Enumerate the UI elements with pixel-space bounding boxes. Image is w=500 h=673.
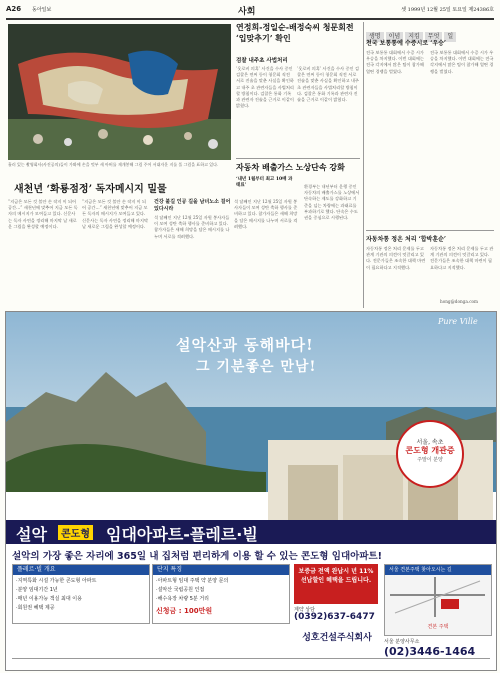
ad-slogan: 설악의 가장 좋은 자리에 365일 내 집처럼 편리하게 이용 할 수 있는 콘도형 임대아파트! <box>12 551 383 562</box>
ad-info2-line: ·설악산 국립공원 인접 <box>156 587 205 593</box>
ad-map-box <box>384 564 492 636</box>
column-tag: 지킴 <box>405 32 423 42</box>
right-story1-subhead: 검찰 내주초 사법처리 <box>236 58 288 64</box>
column-divider <box>363 22 364 308</box>
ad-promo: 보증금 전액 완납시 년 11% 선납할인 혜택을 드립니다. <box>298 568 374 584</box>
ad-title-main: 임대아파트-플레르·빌 <box>106 525 258 544</box>
right-story1-body-col1: ‘옷로비 의혹’ 사건을 수사 중인 검찰은 연씨 등이 청문회 직전 서로 진술을 맞춘 사실을 확인하고 내주 초 관련자들을 사법처리할 방침이다. 검찰은 통화 기록과 관련자 진술을 근거로 이같이 밝혔다. <box>236 66 294 109</box>
ad-badge-sub: 주말이 분양 <box>417 457 443 463</box>
column2-body: 자동차통 정온 처리 문제를 두고 관계 기관의 의견이 엇갈리고 있다. 전문가들은 조속한 대책 마련이 필요하다고 지적했다. <box>366 246 426 270</box>
ad-info1-line: ·분양 임대기간 1년 <box>16 587 58 593</box>
right-story1-body-col2: ‘옷로비 의혹’ 사건을 수사 중인 검찰은 연씨 등이 청문회 직전 서로 진술을 맞춘 사실을 확인하고 내주 초 관련자들을 사법처리할 방침이다. 검찰은 통화 기록과 관련자 진술을 근거로 이같이 밝혔다. <box>297 66 359 103</box>
ad-info1-line: ·지역특화 시설 가능한 콘도형 아파트 <box>16 578 97 584</box>
section-title: 사회 <box>238 7 256 17</box>
page-header <box>6 4 494 20</box>
ad-title-chip: 콘도형 <box>58 525 93 540</box>
ad-brand-logo: Pure Ville <box>438 317 478 326</box>
ad-promo-box <box>294 564 378 604</box>
column1-body-col2: 전국 보통통 대회에서 수증 시가 우승을 차지했다. 이번 대회에는 전국 각지에서 많은 팀이 참가해 열띤 경쟁을 벌였다. <box>430 50 494 74</box>
right-story1-headline: 연정희-정일순-배정숙씨 청문회전 ‘입맞추기’ 확인 <box>236 22 354 43</box>
ad-phone1-label: 계약 상담 <box>294 607 315 613</box>
paper-name: 동아일보 <box>32 7 52 13</box>
column-tag: 생명 <box>366 32 384 42</box>
ad-tagline2: 그 기분좋은 만남! <box>196 359 317 375</box>
photo-story-body-col2: “지금은 모든 것 불안 손 작지 이 되어 공간…” 새천년에 맞추어 지금 모든 독자의 메시지가 모여들고 있다. 신문사는 독자 사연을 정리해 마지막 날 새로운 그림을 완성할 예정이다. <box>82 199 149 229</box>
column-tag: 이념 <box>386 32 404 42</box>
mid-story-body-col2: 석 달째인 지난 12월 25일 자원 봉사자들이 모여 성탄 축하 행사를 준비하고 있다. 참가자들은 새해 희망을 담은 메시지를 나누며 서로를 격려했다. <box>234 199 298 229</box>
ad-title-prefix: 설악 <box>16 525 47 544</box>
ad-footer-rule <box>12 658 490 659</box>
column1-headline: 천국 보통통에 수증시로 ‘우승’ <box>366 40 446 47</box>
ad-info1-line: ·회원권 혜택 제공 <box>16 605 55 611</box>
column2-byline: hong@donga.com <box>440 299 479 304</box>
ad-badge-top: 서울, 속초 <box>416 439 444 446</box>
advertisement <box>5 311 497 671</box>
ad-phone2[interactable]: (02)3446-1464 <box>384 645 476 658</box>
ad-info1-title: 플레르·빌 개요 <box>13 565 149 575</box>
ad-info3-title: 신청금 : 100만원 <box>156 607 213 615</box>
column2-headline: 자동차통 정온 처리 ‘합박훈순’ <box>366 236 446 243</box>
ad-phone2-label: 서울 분양사무소 <box>384 639 420 645</box>
ad-info2-line: ·해수욕장 차량 5분 거리 <box>156 596 210 602</box>
right-story2-subhead: ‘내년 1월부터 최고 10배 과태료’ <box>236 177 293 188</box>
divider <box>366 230 494 231</box>
ad-info-box-1 <box>12 564 150 624</box>
ad-info1-line: ·매년 이용가능 객실 최대 이용 <box>16 596 82 602</box>
column-tag: 일 <box>444 32 456 42</box>
ad-info2-line: ·아파트형 임대 주택 약 분양 문의 <box>156 578 229 584</box>
column-tag: 무엇 <box>425 32 443 42</box>
ad-badge <box>396 420 464 488</box>
photo-story-headline: 새천년 ‘화룡점정’ 독자메시지 밀물 <box>14 184 167 195</box>
ad-badge-main: 콘도형 개관증 <box>405 446 455 455</box>
ad-map-label: 견본 주택 <box>427 624 449 630</box>
ad-info-box-2 <box>152 564 290 624</box>
ad-tagline1: 설악산과 동해바다! <box>176 336 314 354</box>
mosaic-photo <box>8 24 231 160</box>
divider <box>236 158 360 159</box>
ad-title-band <box>6 520 496 544</box>
page-number: A26 <box>6 5 22 13</box>
photo-story-body-col1: “지금은 모든 것 불안 손 작지 이 되어 공간…” 새천년에 맞추어 지금 모든 독자의 메시지가 모여들고 있다. 신문사는 독자 사연을 정리해 마지막 날 새로운 그림을 완성할 예정이다. <box>8 199 78 229</box>
photo-caption: 흘러 있는 촬영회사(사진공의)들이 가봐에 손을 멋부 새 아버를 재개봉해 그림 주어 서대자운 지를 풀 그림을 표하고 있다. <box>8 162 219 167</box>
right-story2-headline: 자동차 배출가스 노상단속 강화 <box>236 162 345 172</box>
ad-company: 성호건설주식회사 <box>302 633 372 643</box>
issue-date: 셋 1999년 12월 25일 토요일 제24386호 <box>401 7 494 13</box>
right-story2-body-col1: 환경부는 내년부터 운행 중인 자동차의 배출가스를 노상에서 단속하는 제도를 강화하고 기준을 넘는 차량에는 과태료를 부과하기로 했다. 단속은 수도권을 중심으로 시행된다. <box>304 184 360 221</box>
column1-body-col1: 전국 보통통 대회에서 수증 시가 우승을 차지했다. 이번 대회에는 전국 각지에서 많은 팀이 참가해 열띤 경쟁을 벌였다. <box>366 50 424 74</box>
ad-phone1[interactable]: (0392)637-6477 <box>294 612 375 622</box>
mid-story-body-col1: 석 달째인 지난 12월 25일 자원 봉사자들이 모여 성탄 축하 행사를 준비하고 있다. 참가자들은 새해 희망을 담은 메시지를 나누며 서로를 격려했다. <box>154 215 230 239</box>
ad-map-title: 서울 견본주택 찾아오시는 길 <box>385 565 491 575</box>
ad-map-graphic <box>385 575 489 619</box>
column2-body-col2: 자동차통 정온 처리 문제를 두고 관계 기관의 의견이 엇갈리고 있다. 전문가들은 조속한 대책 마련이 필요하다고 지적했다. <box>430 246 494 270</box>
mosaic-photo-image <box>8 24 231 160</box>
ad-info2-title: 단지 특징 <box>153 565 289 575</box>
mid-story-headline: 건강 불길 인공 길을 남녀노소 걸어 있다시라 <box>154 199 231 212</box>
